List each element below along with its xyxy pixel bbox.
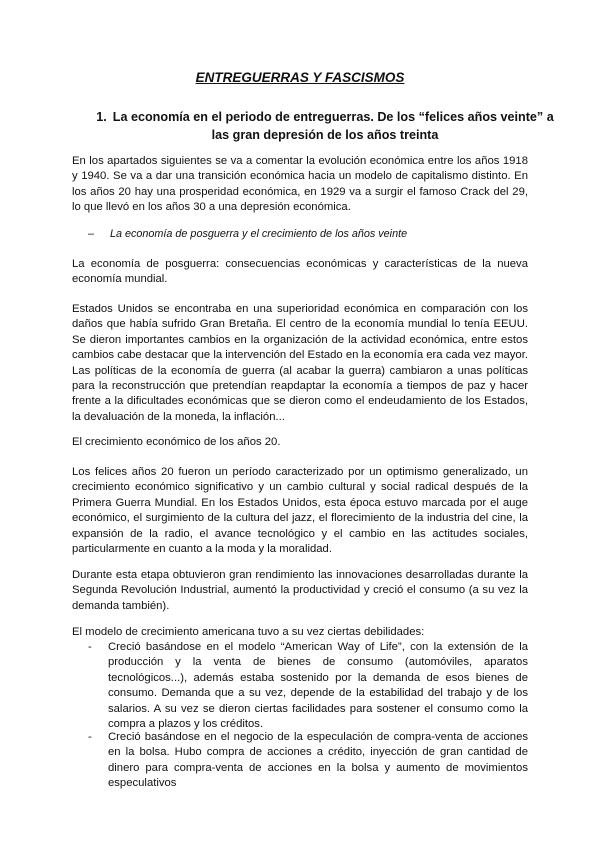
postwar-paragraph: La economía de posguerra: consecuencias económicas y características de la nueva economía mundial. bbox=[72, 258, 528, 286]
growth-title-paragraph: El crecimiento económico de los años 20. bbox=[72, 436, 281, 448]
subheading-text: La economía de posguerra y el crecimiento de los años veinte bbox=[110, 228, 408, 240]
roaring-twenties-paragraph: Los felices años 20 fueron un período caracterizado por un optimismo generalizado, un crecimiento económico significativo y un cambio cultural y social radical después de la Primera Guerra Mundial. En los Estados Unidos, esta época estuvo marcada por el auge económico, el surgimiento de la cultura del jazz, el florecimiento de la industria del cine, la expansión de la radio, el avance tecnológico y el cambio en las actitudes sociales, particularmente en cuanto a la moda y la moralidad. bbox=[72, 466, 528, 556]
model-intro-paragraph: El modelo de crecimiento americana tuvo a su vez ciertas debilidades: bbox=[72, 626, 425, 638]
industrial-paragraph: Durante esta etapa obtuvieron gran rendimiento las innovaciones desarrolladas durante la Segunda Revolución Industrial, aumentó la productividad y creció el consumo (a su vez la demanda también). bbox=[72, 569, 528, 612]
usa-paragraph: Estados Unidos se encontraba en una superioridad económica en comparación con los daños que había sufrido Gran Bretaña. El centro de la economía mundial lo tenía EEUU. Se dieron importantes cambios en la organización de la actividad económica, entre estos cambios cabe destacar que la intervención del Estado en la economía era cada vez mayor. Las políticas de la economía de guerra (al acabar la guerra) cambiaron a unas políticas para la reconstrucción que pretendían reapdaptar la economía a tiempos de paz y hacer frente a la dificultades económicas que se dieron como el endeudamiento de los Estados, la devaluación de la moneda, la inflación... bbox=[72, 303, 528, 423]
list-item bbox=[88, 640, 528, 731]
bullet-dash: - bbox=[88, 731, 92, 743]
document-title: ENTREGUERRAS Y FASCISMOS bbox=[195, 70, 405, 85]
bullet-dash: - bbox=[88, 641, 92, 653]
section-number: 1. bbox=[96, 110, 107, 124]
section-heading bbox=[95, 108, 555, 144]
intro-paragraph: En los apartados siguientes se va a comentar la evolución económica entre los años 1918 y 1940. Se va a dar una transición económica hacia un modelo de capitalismo distinto. En los años 20 hay una prosperidad económica, en 1929 va a surgir el famoso Crack del 29, lo que llevó en los años 30 a una depresión económica. bbox=[72, 155, 528, 214]
bullet-text: Creció basándose en el negocio de la especulación de compra-venta de acciones en la bolsa. Hubo compra de acciones a crédito, inyección de gran cantidad de dinero para compra-venta de acciones en la bolsa y aumento de movimientos especulativos bbox=[108, 731, 528, 790]
subheading-dash: – bbox=[88, 228, 95, 240]
subheading bbox=[88, 228, 528, 240]
section-heading-text: La economía en el periodo de entreguerras. De los “felices años veinte” a las gran depresión de los años treinta bbox=[112, 110, 554, 142]
bullet-text: Creció basándose en el modelo “American Way of Life”, con la extensión de la producción y la venta de bienes de consumo (automóviles, aparatos tecnológicos...), además estaba sostenido por la demanda de esos bienes de consumo. Demanda que a su vez, depende de la estabilidad del trabajo y de los salarios. A su vez se dieron ciertas facilidades para sostener el consumo como la compra a plazos y los créditos. bbox=[108, 641, 528, 731]
list-item bbox=[88, 730, 528, 790]
